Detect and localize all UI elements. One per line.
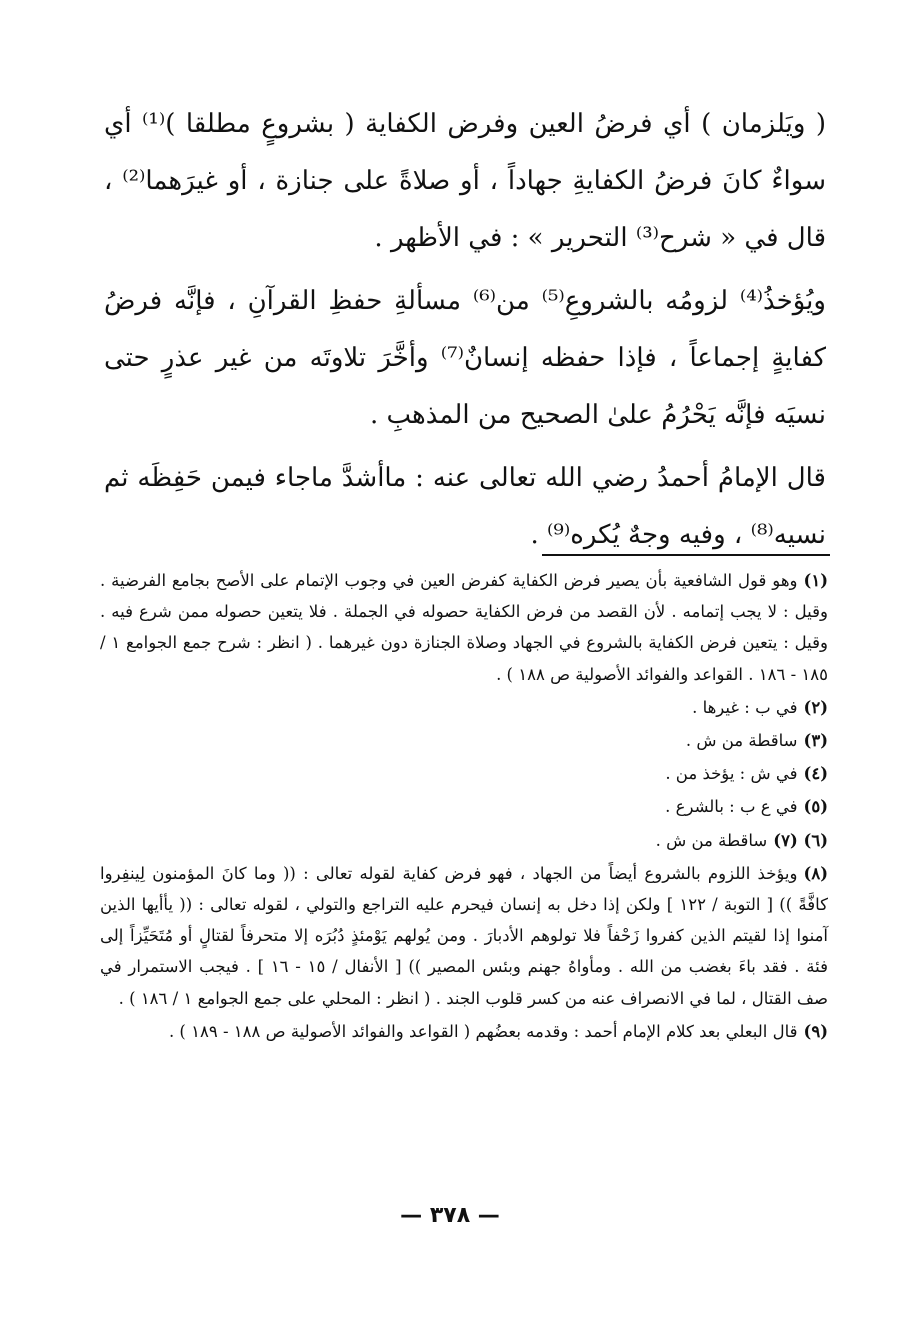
- footnote-separator: [542, 554, 830, 556]
- footnote-text: قال البعلي بعد كلام الإمام أحمد : وقدمه بعضُهم ( القواعد والفوائد الأصولية ص ١٨٨ - ١٨٩ ) .: [168, 1021, 798, 1041]
- footnote-2: [100, 692, 828, 723]
- footnote-number: (٥): [803, 797, 828, 817]
- main-text: [104, 96, 826, 570]
- footnote-1: [100, 565, 828, 690]
- footnote-number: (٦) (٧): [773, 830, 828, 850]
- footnote-number: (٣): [803, 731, 828, 751]
- footnote-number: (٤): [803, 764, 828, 784]
- footnote-text: ساقطة من ش .: [685, 731, 798, 751]
- footnote-text: في ش : يؤخذ من .: [665, 764, 798, 784]
- footnote-number: (٨): [803, 863, 828, 883]
- footnote-6-7: [100, 825, 828, 856]
- footnote-3: [100, 725, 828, 756]
- footnote-number: (١): [803, 571, 828, 590]
- main-paragraph-3: قال الإمامُ أحمدُ رضي الله تعالى عنه : ماأشدَّ ماجاء فيمن حَفِظَه ثم نسيه⁽⁸⁾ ، وفيه وجهٌ يُكره⁽⁹⁾ .: [104, 463, 826, 550]
- footnote-text: في ع ب : بالشرع .: [665, 797, 798, 817]
- page-number: — ٣٧٨ —: [400, 1203, 500, 1228]
- footnote-text: في ب : غيرها .: [692, 697, 798, 717]
- footnote-text: ويؤخذ اللزوم بالشروع أيضاً من الجهاد ، فهو فرض كفاية لقوله تعالى : (( وما كانَ المؤمنون لِينفِروا كافَّةً )) [ التوبة / ١٢٢ ] ولكن إذا دخل به إنسان فيحرم عليه التراجع والتولي ، لقوله تعالى : (( يأأيها الذين آمنوا إذا لقيتم الذين كفروا زَحْفاً فلا تولوهم الأدبارَ . ومن يُولهم يَوْمئذٍ دُبُرَه إلا متحرفاً لقتالٍ أو مُتَحَيِّزاً إلى فئة . فقد باءَ بغضب من الله . ومأواهُ جهنم وبئس المصير )) [ الأنفال / ١٥ - ١٦ ] . فيجب الاستمرار في صف القتال ، لما في الانصراف عنه من كسر قلوب الجند . ( انظر : المحلي على جمع الجوامع ١ / ١٨٦ ) .: [100, 863, 829, 1008]
- footnote-text: وهو قول الشافعية بأن يصير فرض الكفاية كفرض العين في وجوب الإتمام على الأصح بجامع الفرضية . وقيل : لا يجب إتمامه . لأن القصد من فرض الكفاية حصوله في الجملة . فلا يتعين حصوله ممن شرع فيه . وقيل : يتعين فرض الكفاية بالشروع في الجهاد وصلاة الجنازة دون غيرهما . ( انظر : شرح جمع الجوامع ١ / ١٨٥ - ١٨٦ . القواعد والفوائد الأصولية ص ١٨٨ ) .: [100, 571, 828, 684]
- main-paragraph-1: ( ويَلزمان ) أي فرضُ العين وفرض الكفاية ( بشروعٍ مطلقا )⁽¹⁾ أي سواءٌ كانَ فرضُ الكفايةِ جهاداً ، أو صلاةً على جنازة ، أو غيرَهما⁽²⁾ ، قال في « شرح⁽³⁾ التحرير » : في الأظهر .: [104, 109, 826, 253]
- footnote-5: [100, 791, 828, 822]
- footnotes: [100, 565, 828, 1049]
- footnote-4: [100, 758, 828, 789]
- footnote-text: ساقطة من ش .: [655, 830, 768, 850]
- main-paragraph-2: ويُؤخذُ⁽⁴⁾ لزومُه بالشروعِ⁽⁵⁾ من⁽⁶⁾ مسألةِ حفظِ القرآنِ ، فإنَّه فرضُ كفايةٍ إجماعاً ، فإذا حفظه إنسانٌ⁽⁷⁾ وأخَّرَ تلاوتَه من غير عذرٍ حتى نسيَه فإنَّه يَحْرُمُ علىٰ الصحيح من المذهبِ .: [104, 286, 826, 430]
- footnote-8: [100, 858, 828, 1014]
- footnote-number: (٢): [803, 697, 828, 717]
- footnote-number: (٩): [803, 1021, 828, 1041]
- footnote-9: [100, 1016, 828, 1047]
